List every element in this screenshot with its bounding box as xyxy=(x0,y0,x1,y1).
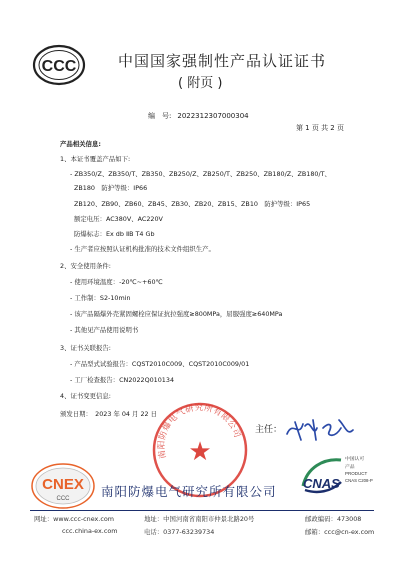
cnas-logo-text: CNAS xyxy=(303,476,340,491)
cnas-top3: PRODUCT xyxy=(345,471,368,476)
ccc-logo-text: CCC xyxy=(41,58,77,75)
director-label: 主任： xyxy=(255,425,283,435)
cnas-logo xyxy=(297,452,375,502)
footer-website1: 网址：www.ccc-cnex.com xyxy=(34,515,114,523)
s4-title: 4、证书变更信息: xyxy=(60,392,111,400)
s1-line5: 防爆标志：Ex db ⅡB T4 Gb xyxy=(74,230,155,238)
ccc-logo xyxy=(32,44,86,86)
seal-text: 南阳防爆电气研究所有限公司 xyxy=(156,403,243,460)
s1-line4: 额定电压：AC380V、AC220V xyxy=(74,215,163,223)
s2-line3: - 该产品隔爆外壳紧固螺栓应保证抗拉强度≥800MPa，屈服强度≥640MPa xyxy=(70,310,283,318)
cnas-top2: 产品 xyxy=(345,465,355,470)
number-value: 2022312307000304 xyxy=(177,112,249,120)
footer-address: 地址：中国河南省南阳市仲景北路20号 xyxy=(144,515,255,523)
footer-postcode: 邮政编码：473008 xyxy=(305,515,362,523)
cnex-logo-sub: CCC xyxy=(56,496,70,502)
s2-line2: - 工作制：S2-10min xyxy=(70,294,131,302)
s2-line4: - 其他见产品使用说明书 xyxy=(70,326,139,334)
s3-line2: - 工厂检查报告：CN2022Q010134 xyxy=(70,376,175,384)
number-label: 编 号: xyxy=(148,112,172,120)
s3-line1: - 产品型式试验报告：CQST2010C009、CQST2010C009/01 xyxy=(70,360,250,368)
s1-line3: ZB120、ZB90、ZB60、ZB45、ZB30、ZB20、ZB15、ZB10 防护等级：IP65 xyxy=(74,200,311,208)
cnas-top4: CNAS C208-P xyxy=(345,478,373,483)
s2-line1: - 使用环境温度：-20℃~+60℃ xyxy=(70,278,163,286)
s1-line2: ZB180 防护等级：IP66 xyxy=(74,184,148,192)
certificate-title: 中国国家强制性产品认证证书 xyxy=(118,52,327,70)
cnex-logo-text: CNEX xyxy=(42,476,84,493)
s3-title: 3、证书关联报告: xyxy=(60,344,111,352)
certificate-number xyxy=(148,111,249,121)
footer-email: 邮箱：ccc@cn-ex.com xyxy=(305,528,375,536)
issue-date: 颁发日期： 2023 年 04 月 22 日 xyxy=(60,410,157,418)
page-info: 第 1 页 共 2 页 xyxy=(295,124,344,132)
cnas-top1: 中国认可 xyxy=(345,457,365,462)
s1-title: 1、本证书覆盖产品如下: xyxy=(60,155,131,163)
section-title: 产品相关信息: xyxy=(60,140,101,148)
certificate-subtitle: ( 附页 ) xyxy=(178,76,223,91)
seal-star: ★ xyxy=(188,437,212,467)
director-signature xyxy=(283,414,359,444)
cnex-logo xyxy=(30,462,96,510)
s1-line6: - 生产者应按照认证机构批准的技术文件组织生产。 xyxy=(70,245,215,253)
s2-title: 2、安全使用条件: xyxy=(60,262,111,270)
organization-name: 南阳防爆电气研究所有限公司 xyxy=(101,484,277,499)
s1-line1: - ZB350/Z、ZB350/T、ZB350、ZB250/Z、ZB250/T、ZB250、ZB180/Z、ZB180/T、 xyxy=(70,170,331,178)
footer-divider xyxy=(30,510,374,511)
footer-phone: 电话：0377-63239734 xyxy=(144,528,215,536)
footer-website2: ccc.china-ex.com xyxy=(62,527,118,535)
